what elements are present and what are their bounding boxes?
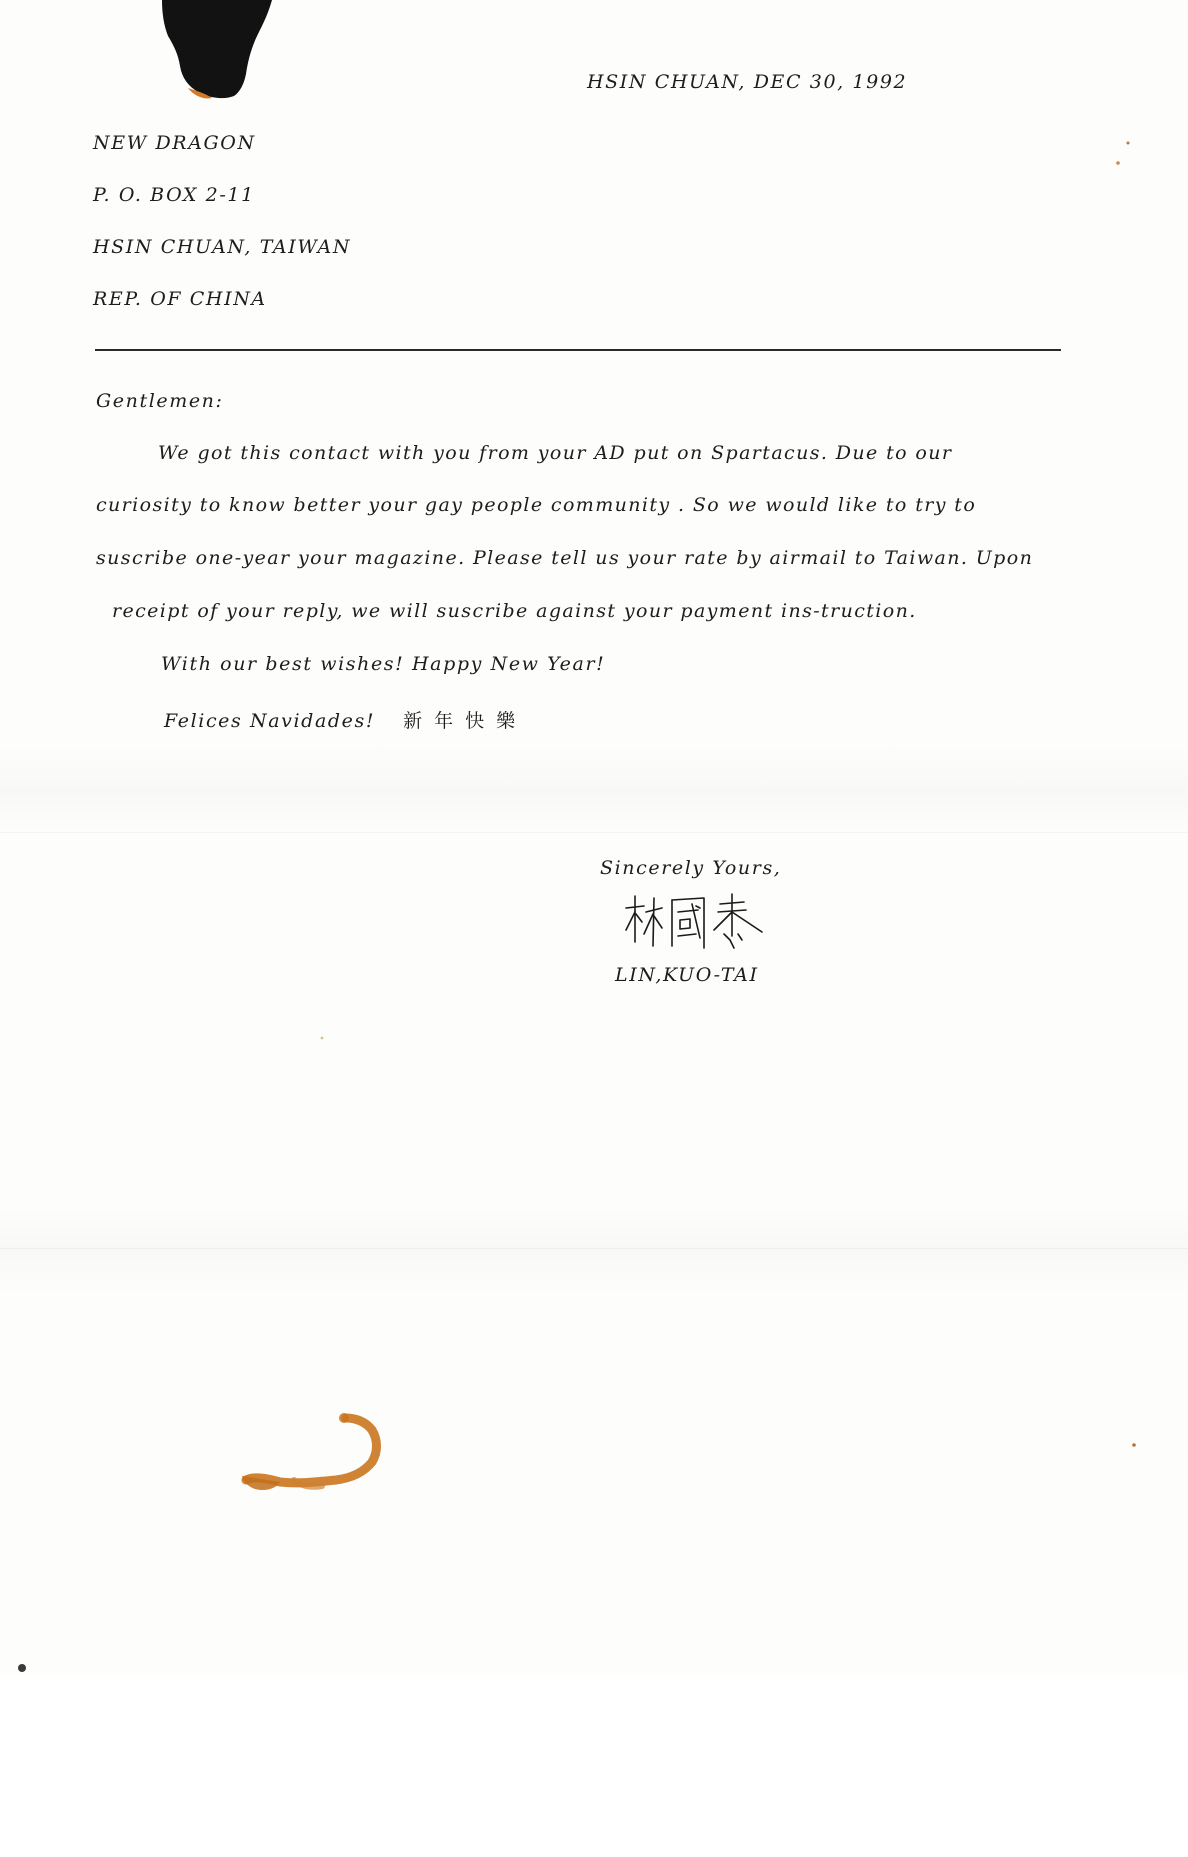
paper-fold-line: [0, 832, 1188, 833]
wishes-line: With our best wishes! Happy New Year!: [161, 653, 606, 675]
ink-blot: [160, 0, 275, 100]
recipient-name: NEW DRAGON: [93, 132, 256, 154]
body-line: curiosity to know better your gay people community . So we would like to try to: [96, 494, 977, 516]
recipient-country: REP. OF CHINA: [93, 288, 267, 310]
paper-fold-shadow: [0, 745, 1188, 835]
paper-fold-shadow: [0, 1205, 1188, 1295]
salutation: Gentlemen:: [96, 390, 224, 412]
separator-rule: [95, 349, 1061, 351]
sender-name: LIN,KUO-TAI: [615, 964, 759, 986]
body-line: suscribe one-year your magazine. Please tell us your rate by airmail to Taiwan. Upon: [96, 547, 1034, 569]
recipient-po-box: P. O. BOX 2-11: [93, 184, 255, 206]
letter-date: HSIN CHUAN, DEC 30, 1992: [587, 71, 908, 93]
chinese-greeting: 新年快樂: [403, 710, 528, 732]
body-line: receipt of your reply, we will suscribe against your payment ins-truction.: [112, 600, 917, 622]
felices-text: Felices Navidades!: [164, 710, 376, 732]
handwritten-signature: [622, 890, 767, 952]
felices-line: [164, 706, 527, 733]
body-line: We got this contact with you from your AD put on Spartacus. Due to our: [158, 442, 953, 464]
visible-orange-stain: [240, 1410, 430, 1502]
stain-hook: [238, 1765, 428, 1857]
closing: Sincerely Yours,: [600, 857, 782, 879]
recipient-city: HSIN CHUAN, TAIWAN: [93, 236, 352, 258]
paper-fold-line: [0, 1248, 1188, 1249]
